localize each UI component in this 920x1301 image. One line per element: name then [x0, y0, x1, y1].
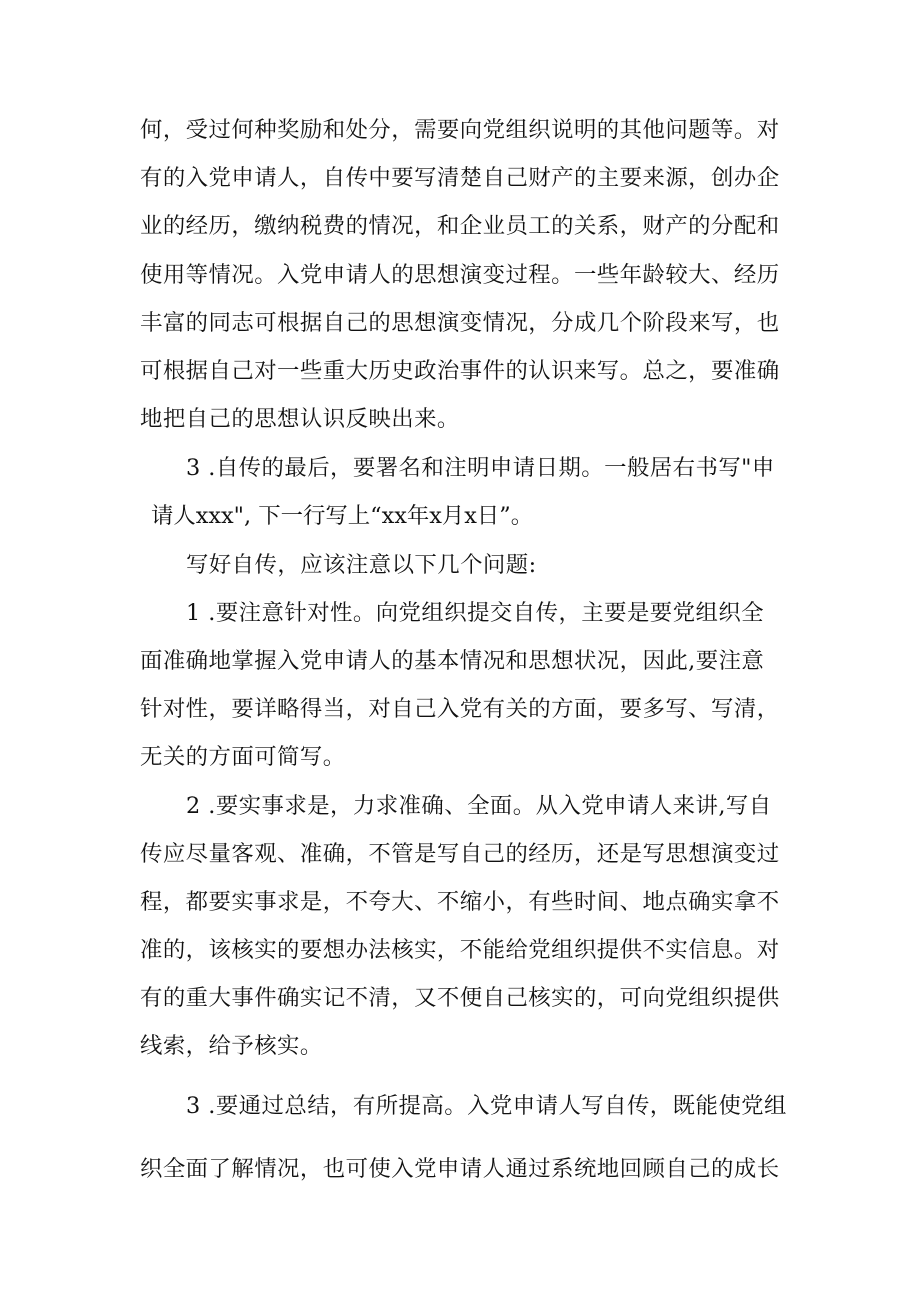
text-line: 针对性，要详略得当，对自己入党有关的方面，要多写、写清， — [140, 696, 780, 722]
text-line: 地把自己的思想认识反映出来。 — [140, 406, 460, 432]
text-line: 准的，该核实的要想办法核实，不能给党组织提供不实信息。对 — [140, 937, 780, 963]
point-1-first-line: 1 .要注意针对性。向党组织提交自传，主要是要党组织全 — [186, 600, 765, 626]
text-line: 传应尽量客观、准确，不管是写自己的经历，还是写思想演变过 — [140, 841, 780, 867]
text-line: 无关的方面可简写。 — [140, 744, 346, 770]
point-2-first-line: 2 .要实事求是，力求准确、全面。从入党申请人来讲,写自 — [186, 793, 772, 819]
text-line: 线索，给予核实。 — [140, 1033, 323, 1059]
text-line: 织全面了解情况，也可使入党申请人通过系统地回顾自己的成长 — [140, 1156, 780, 1182]
paragraph-3-first-line: 3 .自传的最后，要署名和注明申请日期。一般居右书写"申 — [186, 455, 775, 481]
text-line: 有的重大事件确实记不清，又不便自己核实的，可向党组织提供 — [140, 985, 780, 1011]
point-3-first-line: 3 .要通过总结，有所提高。入党申请人写自传，既能使党组 — [186, 1093, 787, 1119]
text-line: 业的经历，缴纳税费的情况，和企业员工的关系，财产的分配和 — [140, 213, 780, 239]
text-line: 有的入党申请人，自传中要写清楚自己财产的主要来源，创办企 — [140, 165, 780, 191]
text-line: 使用等情况。入党申请人的思想演变过程。一些年龄较大、经历 — [140, 262, 780, 288]
text-line: 何，受过何种奖励和处分，需要向党组织说明的其他问题等。对 — [140, 117, 780, 143]
text-line: 面准确地掌握入党申请人的基本情况和思想状况，因此,要注意 — [140, 648, 765, 674]
text-line: 可根据自己对一些重大历史政治事件的认识来写。总之，要准确 — [140, 358, 780, 384]
section-intro: 写好自传，应该注意以下几个问题: — [186, 552, 537, 578]
text-line: 丰富的同志可根据自己的思想演变情况，分成几个阶段来写，也 — [140, 310, 780, 336]
text-line: 请人xxx", 下一行写上“xx年x月x日”。 — [151, 503, 534, 529]
text-line: 程，都要实事求是，不夸大、不缩小，有些时间、地点确实拿不 — [140, 889, 780, 915]
